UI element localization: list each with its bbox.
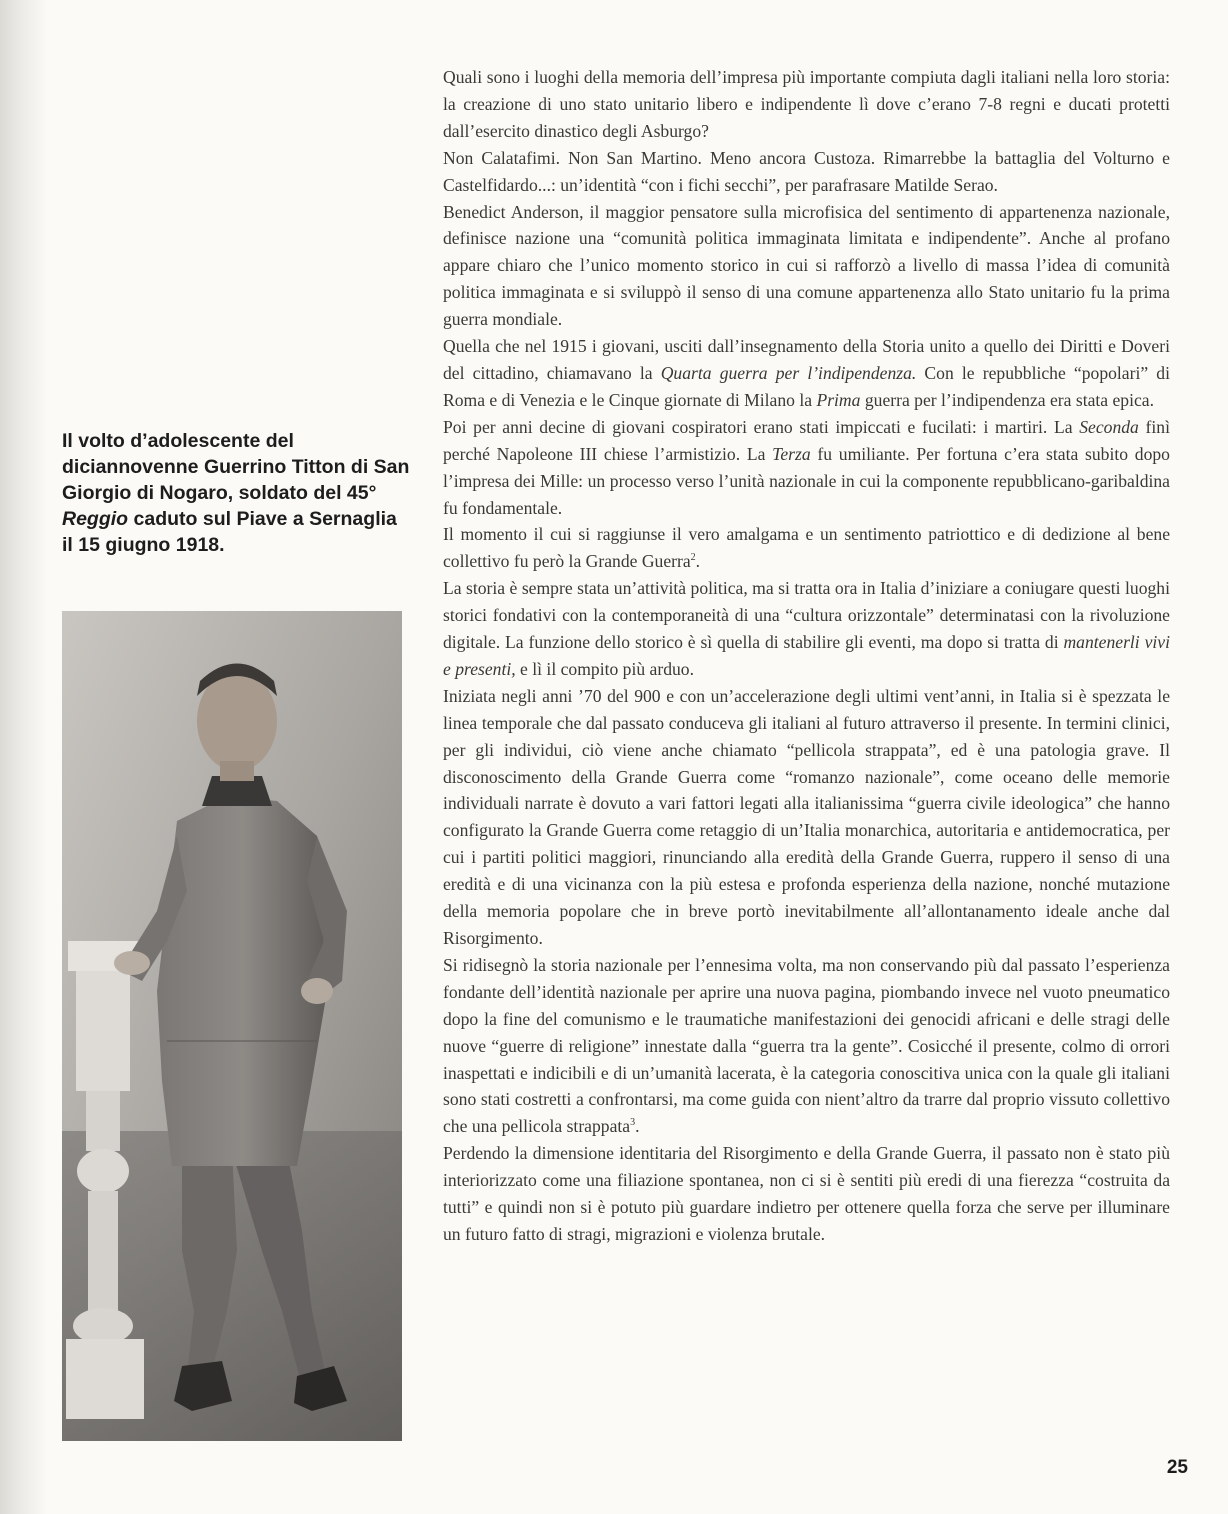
photo-caption bbox=[62, 428, 410, 558]
caption-italic-regiment: Reggio bbox=[62, 508, 129, 530]
footnote-ref-3: 3 bbox=[630, 1117, 636, 1129]
paragraph-8: Iniziata negli anni ’70 del 900 e con un’accelerazione degli ultimi vent’anni, in Italia si è spezzata le linea temporale che dal passato conduceva gli italiani al futuro attraverso il presente. In termini clinici, per gli individui, ciò viene anche chiamato “pellicola strappata”, ed è una patologia grave. Il disconoscimento della Grande Guerra come “romanzo nazionale”, come oceano delle memorie individuali narrate è dovuto a vari fattori legati alla italianissima “guerra civile ideologica” che hanno configurato la Grande Guerra come retaggio di un’Italia monarchica, autoritaria e antidemocratica, per cui i partiti politici maggiori, rinunciando alla eredità della Grande Guerra, ruppero il senso di una eredità e di una vicinanza con la più estesa e profonda esperienza della nazione, nonché mutazione della memoria popolare che in breve portò inevitabilmente all’allontanamento ideale anche dal Risorgimento. bbox=[443, 685, 1170, 948]
soldier-portrait-photo bbox=[62, 611, 402, 1441]
paragraph-2: Non Calatafimi. Non San Martino. Meno ancora Custoza. Rimarrebbe la battaglia del Volturno e Castelfidardo...: un’identità “con i fichi secchi”, per parafrasare Matilde Serao. bbox=[443, 147, 1170, 195]
paragraph-7: La storia è sempre stata un’attività politica, ma si tratta ora in Italia d’iniziare a coniugare questi luoghi storici fondativi con la contemporaneità di una “cultura orizzontale” determinatasi con la rivoluzione digitale. La funzione dello storico è sì quella di stabilire gli eventi, ma dopo si tratta di mantenerli vivi e presenti, e lì il compito più arduo. bbox=[443, 578, 1170, 679]
paragraph-5: Poi per anni decine di giovani cospiratori erano stati impiccati e fucilati: i martiri. La Seconda finì perché Napoleone III chiese l’armistizio. La Terza fu umiliante. Per fortuna c’era stata subito dopo l’impresa dei Mille: un processo verso l’unità nazionale in cui la componente repubblicano-garibaldina fu fondamentale. bbox=[443, 416, 1170, 518]
caption-text: Il volto d’adolescente del diciannovenne Guerrino Titton di San Giorgio di Nogaro, soldato del 45° bbox=[62, 430, 410, 504]
paragraph-1: Quali sono i luoghi della memoria dell’impresa più importante compiuta dagli italiani nella loro storia: la creazione di uno stato unitario libero e indipendente lì dove c’erano 7-8 regni e ducati protetti dall’esercito dinastico degli Asburgo? bbox=[443, 67, 1170, 141]
article-body bbox=[443, 64, 1170, 1248]
paragraph-3: Benedict Anderson, il maggior pensatore sulla microfisica del sentimento di appartenenza nazionale, definisce nazione una “comunità politica immaginata limitata e indipendente”. Anche al profano appare chiaro che l’unico momento storico in cui si rafforzò a livello di massa l’idea di comunità politica immaginata e si sviluppò il senso di una comune appartenenza allo Stato unitario fu la prima guerra mondiale. bbox=[443, 201, 1170, 330]
page-number: 25 bbox=[1166, 1457, 1188, 1478]
paragraph-10: Perdendo la dimensione identitaria del Risorgimento e della Grande Guerra, il passato non è stato più interiorizzato come una filiazione spontanea, non ci si è sentiti più eredi di una fierezza “costruita da tutti” e quindi non si è potuto più guardare indietro per ottenere quella forza che serve per illuminare un futuro fatto di stragi, migrazioni e violenza brutale. bbox=[443, 1143, 1170, 1244]
caption-text-end: caduto sul Piave a Sernaglia il 15 giugno 1918. bbox=[62, 508, 397, 556]
footnote-ref-2: 2 bbox=[690, 552, 696, 564]
paragraph-9: Si ridisegnò la storia nazionale per l’ennesima volta, ma non conservando più dal passato l’esperienza fondante dell’identità nazionale per aprire una nuova pagina, piombando invece nel vuoto pneumatico dopo la fine del comunismo e le traumatiche manifestazioni dei genocidi africani e delle stragi delle nuove “guerre di religione” innestate dalla “guerra tra la gente”. Cosicché il presente, colmo di orrori inaspettati e indicibili e di un’umanità lacerata, è la categoria conoscitiva unica con la quale gli italiani sono stati costretti a confrontarsi, ma come guida con nient’altro da trarre dal proprio vissuto collettivo che una pellicola strappata$^3$. bbox=[443, 954, 1170, 1137]
paragraph-6: Il momento il cui si raggiunse il vero amalgama e un sentimento patriottico e di dedizione al bene collettivo fu però la Grande Guerra$^2$. bbox=[443, 524, 1170, 572]
portrait-illustration bbox=[62, 611, 402, 1441]
page-gutter-shadow bbox=[0, 0, 48, 1514]
paragraph-4: Quella che nel 1915 i giovani, usciti dall’insegnamento della Storia unito a quello dei Diritti e Doveri del cittadino, chiamavano la Quarta guerra per l’indipendenza. Con le repubbliche “popolari” di Roma e di Venezia e le Cinque giornate di Milano la Prima guerra per l’indipendenza era stata epica. bbox=[443, 336, 1170, 410]
